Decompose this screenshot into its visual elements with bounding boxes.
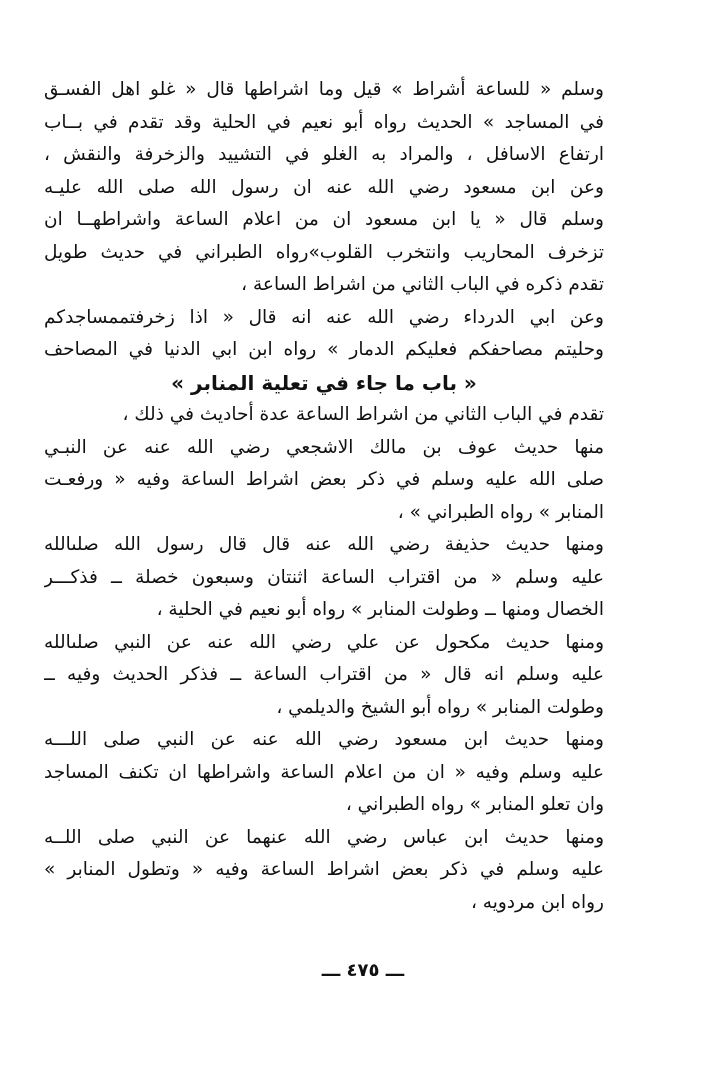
text-line: عليه وسلم في ذكر بعض اشراط الساعة وفيه « وتطول المنابر » bbox=[44, 859, 604, 880]
text-line: وحليتم مصاحفكم فعليكم الدمار » رواه ابن ابي الدنيا في المصاحف bbox=[44, 339, 604, 360]
text-line: وسلم قال « يا ابن مسعود ان من اعلام الساعة واشراطهــا ان bbox=[44, 209, 604, 230]
text-line: ومنها حديث ابن مسعود رضي الله عنه عن النبي صلى اللـــه bbox=[44, 729, 604, 750]
text-line: الخصال ومنها ــ وطولت المنابر » رواه أبو نعيم في الحلية ، bbox=[156, 599, 604, 620]
text-line: صلى الله عليه وسلم في ذكر بعض اشراط الساعة وفيه « ورفعـت bbox=[44, 469, 604, 490]
text-line: وعن ابي الدرداء رضي الله عنه انه قال « اذا زخرفتممساجدكم bbox=[44, 306, 604, 328]
text-line: عليه وسلم « من اقتراب الساعة اثنتان وسبعون خصلة ــ فذكـــر bbox=[44, 566, 604, 588]
text-line: ارتفاع الاسافل ، والمراد به الغلو في التشييد والزخرفة والنقش ، bbox=[44, 144, 604, 165]
text-line: وسلم « للساعة أشراط » قيل وما اشراطها قال « غلو اهل الفسـق bbox=[44, 79, 604, 100]
text-line: المنابر » رواه الطبراني » ، bbox=[397, 501, 604, 523]
text-line: تقدم في الباب الثاني من اشراط الساعة عدة أحاديث في ذلك ، bbox=[122, 404, 604, 425]
text-line: منها حديث عوف بن مالك الاشجعي رضي الله عنه عن النبـي bbox=[44, 436, 604, 458]
section-heading: « باب ما جاء في تعلية المنابر » bbox=[171, 370, 477, 395]
text-line: ومنها حديث مكحول عن علي رضي الله عنه عن النبي صلىالله bbox=[44, 631, 604, 653]
text-line: رواه ابن مردويه ، bbox=[470, 891, 604, 913]
text-line: ومنها حديث ابن عباس رضي الله عنهما عن النبي صلى اللــه bbox=[44, 826, 604, 848]
text-line: عليه وسلم انه قال « من اقتراب الساعة ــ فذكر الحديث وفيه ــ bbox=[44, 664, 604, 685]
text-line: وعن ابن مسعود رضي الله عنه ان رسول الله صلى الله عليـه bbox=[44, 176, 604, 198]
text-body bbox=[44, 74, 604, 919]
text-line: تقدم ذكره في الباب الثاني من اشراط الساعة ، bbox=[241, 274, 604, 295]
text-line: وان تعلو المنابر » رواه الطبراني ، bbox=[345, 794, 604, 815]
text-line: ومنها حديث حذيفة رضي الله عنه قال قال رسول الله صلىالله bbox=[44, 534, 604, 555]
text-line: عليه وسلم وفيه « ان من اعلام الساعة واشراطها ان تكنف المساجد bbox=[44, 761, 604, 783]
text-line: في المساجد » الحديث رواه أبو نعيم في الحلية وقد تقدم في بــاب bbox=[44, 111, 604, 133]
page-number: ـــ ٤٧٥ ـــ bbox=[321, 960, 405, 981]
text-line: تزخرف المحاريب وانتخرب القلوب»رواه الطبراني في حديث طويل bbox=[44, 241, 604, 263]
text-line: وطولت المنابر » رواه أبو الشيخ والديلمي ، bbox=[276, 696, 604, 718]
